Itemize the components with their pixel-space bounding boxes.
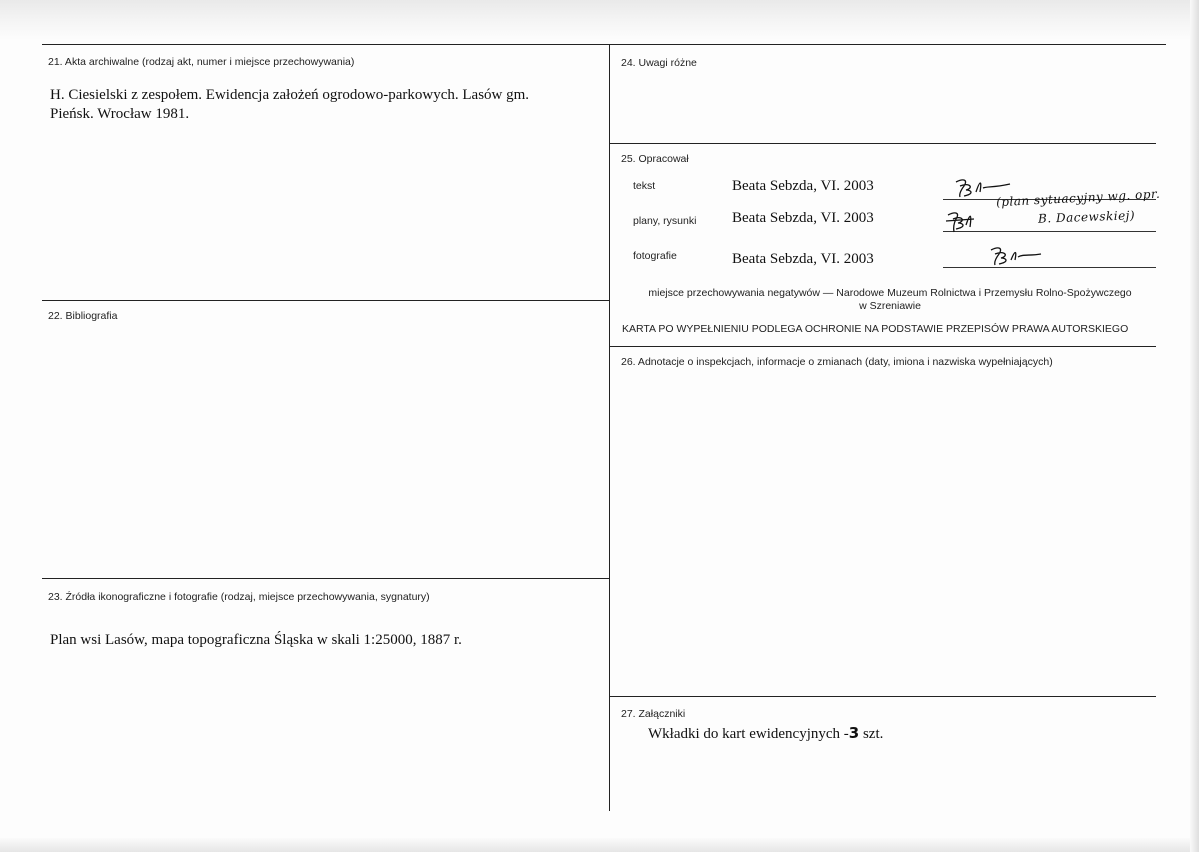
scan-shadow-right: [1190, 0, 1199, 852]
handwritten-note-line2: B. Dacewskiej): [1037, 208, 1136, 226]
rule-24-25: [610, 143, 1156, 144]
signature-fotografie: [985, 242, 1045, 268]
section-21-text-line2: Pieńsk. Wrocław 1981.: [50, 106, 190, 122]
section-23-label: 23. Źródła ikonograficzne i fotografie (rodzaj, miejsce przechowywania, sygnatury): [48, 591, 430, 603]
section-27-text-suffix: szt.: [862, 726, 884, 742]
section-21-text-line1: H. Ciesielski z zespołem. Ewidencja założeń ogrodowo-parkowych. Lasów gm.: [50, 87, 530, 103]
section-23-text: Plan wsi Lasów, mapa topograficzna Śląska w skali 1:25000, 1887 r.: [50, 632, 462, 648]
signature-plany: [944, 205, 984, 235]
copyright-notice: KARTA PO WYPEŁNIENIU PODLEGA OCHRONIE NA PODSTAWIE PRZEPISÓW PRAWA AUTORSKIEGO: [622, 323, 1129, 335]
row-fotografie-author: Beata Sebzda, VI. 2003: [732, 251, 874, 267]
handwritten-note-line1: (plan sytuacyjny wg. opr.: [995, 186, 1161, 210]
row-tekst-author: Beata Sebzda, VI. 2003: [732, 178, 874, 194]
rule-22-23: [42, 578, 609, 579]
row-tekst-kind: tekst: [633, 180, 656, 192]
row-plany-author: Beata Sebzda, VI. 2003: [732, 210, 874, 226]
section-21-label: 21. Akta archiwalne (rodzaj akt, numer i miejsce przechowywania): [48, 56, 355, 68]
scan-shadow-top: [0, 0, 1199, 40]
rule-21-22: [42, 300, 609, 301]
rule-26-27: [610, 696, 1156, 697]
rule-25-26: [610, 346, 1156, 347]
section-27-text: [648, 724, 883, 743]
scan-shadow-bottom: [0, 838, 1199, 852]
top-rule: [42, 44, 1166, 45]
negatives-location-line2: w Szreniawie: [859, 300, 921, 312]
section-22-label: 22. Bibliografia: [48, 310, 118, 322]
section-26-label: 26. Adnotacje o inspekcjach, informacje o zmianach (daty, imiona i nazwiska wypełniających): [621, 356, 1053, 368]
signature-line-fotografie: [943, 267, 1156, 268]
row-fotografie-kind: fotografie: [633, 250, 677, 262]
section-27-count: 3: [848, 724, 860, 742]
section-27-text-prefix: Wkładki do kart ewidencyjnych -: [648, 726, 849, 742]
section-25-label: 25. Opracował: [621, 153, 689, 165]
row-plany-kind: plany, rysunki: [633, 215, 697, 227]
negatives-location-line1: miejsce przechowywania negatywów — Narodowe Muzeum Rolnictwa i Przemysłu Rolno-Spożywczego: [648, 287, 1132, 299]
section-27-label: 27. Załączniki: [621, 708, 686, 720]
section-24-label: 24. Uwagi różne: [621, 57, 697, 69]
